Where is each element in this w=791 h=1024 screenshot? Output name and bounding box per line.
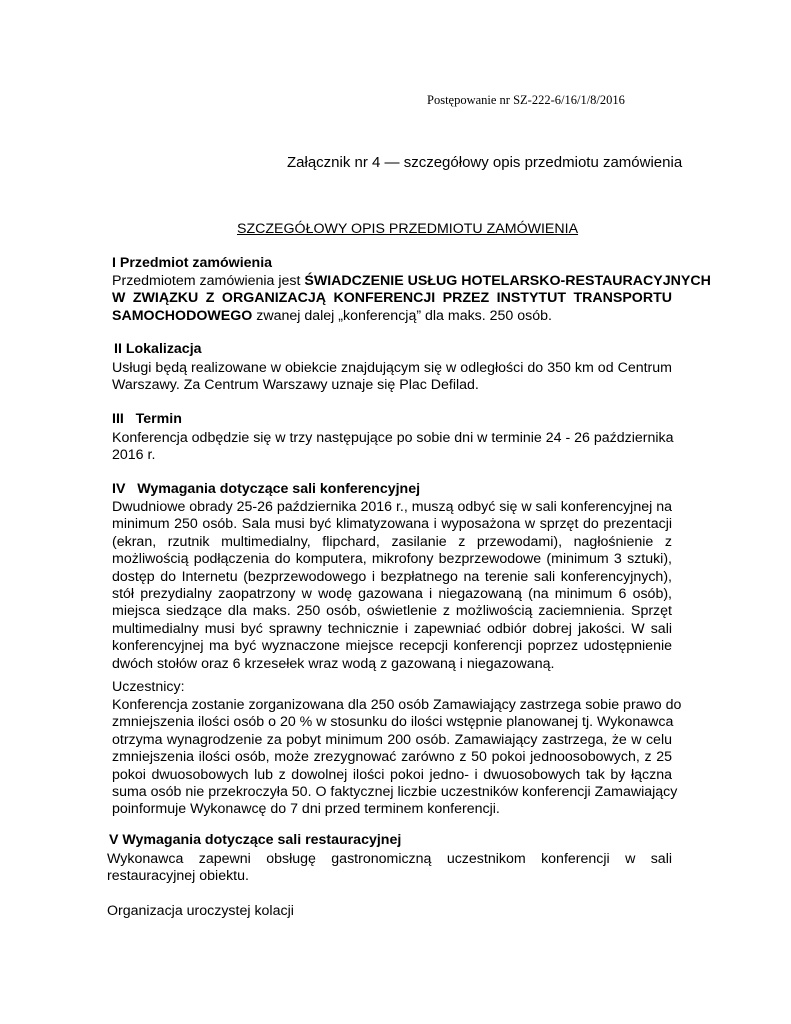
section-heading: V Wymagania dotyczące sali restauracyjnej — [109, 832, 402, 848]
section-paragraph — [112, 499, 672, 673]
paragraph-line: W ZWIĄZKU Z ORGANIZACJĄ KONFERENCJI PRZEZ INSTYTUT TRANSPORTU — [112, 290, 672, 307]
paragraph-line: (ekran, rzutnik multimedialny, flipchard, zasilanie z przewodami), nagłośnienie z — [112, 533, 672, 550]
participants-paragraph — [112, 697, 682, 819]
attachment-caption: Załącznik nr 4 — szczegółowy opis przedmiotu zamówienia — [287, 154, 683, 171]
paragraph-line: stół prezydialny zaopatrzony w wodę gazowana i niegazowaną (na minimum 6 osób), — [112, 586, 672, 603]
participants-label: Uczestnicy: — [112, 679, 185, 695]
paragraph-line: suma osób nie przekroczyła 50. O faktycznej liczbie uczestników konferencji Zamawiający — [112, 784, 678, 801]
paragraph-line: Usługi będą realizowane w obiekcie znajdującym się w odległości do 350 km od Centrum — [112, 360, 672, 376]
paragraph-line: konferencyjnej ma być wyznaczone miejsce recepcji konferencji poprzez udostępnienie — [112, 638, 672, 655]
section-heading: IV Wymagania dotyczące sali konferencyjnej — [112, 481, 421, 497]
paragraph-line: restauracyjnej obiektu. — [107, 868, 249, 885]
paragraph-line: pokoi dwuosobowych lub z dowolnej ilości pokoi jedno- i dwuosobowych tak by łączna — [112, 766, 672, 783]
document-title: SZCZEGÓŁOWY OPIS PRZEDMIOTU ZAMÓWIENIA — [237, 221, 579, 237]
paragraph-line: Wykonawca zapewni obsługę gastronomiczną uczestnikom konferencji w sali — [107, 851, 672, 867]
section-heading: III Termin — [112, 411, 182, 427]
paragraph-line: Warszawy. Za Centrum Warszawy uznaje się Plac Defilad. — [112, 377, 479, 394]
section-paragraph — [107, 851, 672, 886]
paragraph-line: 2016 r. — [112, 447, 156, 464]
paragraph-line: otrzyma wynagrodzenie za pobyt minimum 200 osób. Zamawiający zastrzega, że w celu — [112, 731, 672, 748]
reference-number: Postępowanie nr SZ-222-6/16/1/8/2016 — [427, 93, 625, 107]
section-paragraph — [112, 360, 672, 395]
paragraph-line: zmniejszenia ilości osób o 20 % w stosunku do ilości wstępnie planowanej tj. Wykonawca — [112, 714, 674, 731]
paragraph-line: miejsca siedzące dla maks. 250 osób, oświetlenie z możliwością zaciemnienia. Sprzęt — [112, 603, 672, 620]
paragraph-line: dostęp do Internetu (bezprzewodowego i bezpłatnego na terenie sali konferencyjnych), — [112, 568, 672, 585]
paragraph-line: Dwudniowe obrady 25-26 października 2016 r., muszą odbyć się w sali konferencyjnej na — [112, 499, 672, 515]
section-heading: I Przedmiot zamówienia — [112, 255, 273, 271]
paragraph-line: Konferencja odbędzie się w trzy następujące po sobie dni w terminie 24 - 26 października — [112, 430, 674, 446]
section-paragraph — [112, 273, 711, 325]
paragraph-line: multimedialny musi być sprawny technicznie i zapewniać odbiór dobrej jakości. W sali — [112, 620, 672, 637]
paragraph-line: SAMOCHODOWEGO zwanej dalej „konferencją” dla maks. 250 osób. — [112, 307, 552, 324]
paragraph-line: Przedmiotem zamówienia jest ŚWIADCZENIE USŁUG HOTELARSKO-RESTAURACYJNYCH — [112, 273, 711, 289]
paragraph-line: zmniejszenia ilości osób, może zrezygnować zarówno z 50 pokoi jednoosobowych, z 25 — [112, 749, 672, 766]
paragraph-line: możliwością podłączenia do komputera, mikrofony bezprzewodowe (minimum 3 sztuki), — [112, 551, 672, 568]
section-paragraph — [112, 430, 672, 465]
paragraph-line: Konferencja zostanie zorganizowana dla 250 osób Zamawiający zastrzega sobie prawo do — [112, 697, 682, 713]
subheading: Organizacja uroczystej kolacji — [107, 903, 294, 919]
paragraph-line: poinformuje Wykonawcę do 7 dni przed terminem konferencji. — [112, 801, 500, 818]
paragraph-line: dwóch stołów oraz 6 krzesełek wraz wodą z gazowaną i niegazowaną. — [112, 655, 555, 672]
paragraph-line: minimum 250 osób. Sala musi być klimatyzowana i wyposażona w sprzęt do prezentacji — [112, 516, 672, 533]
section-heading: II Lokalizacja — [114, 341, 202, 357]
